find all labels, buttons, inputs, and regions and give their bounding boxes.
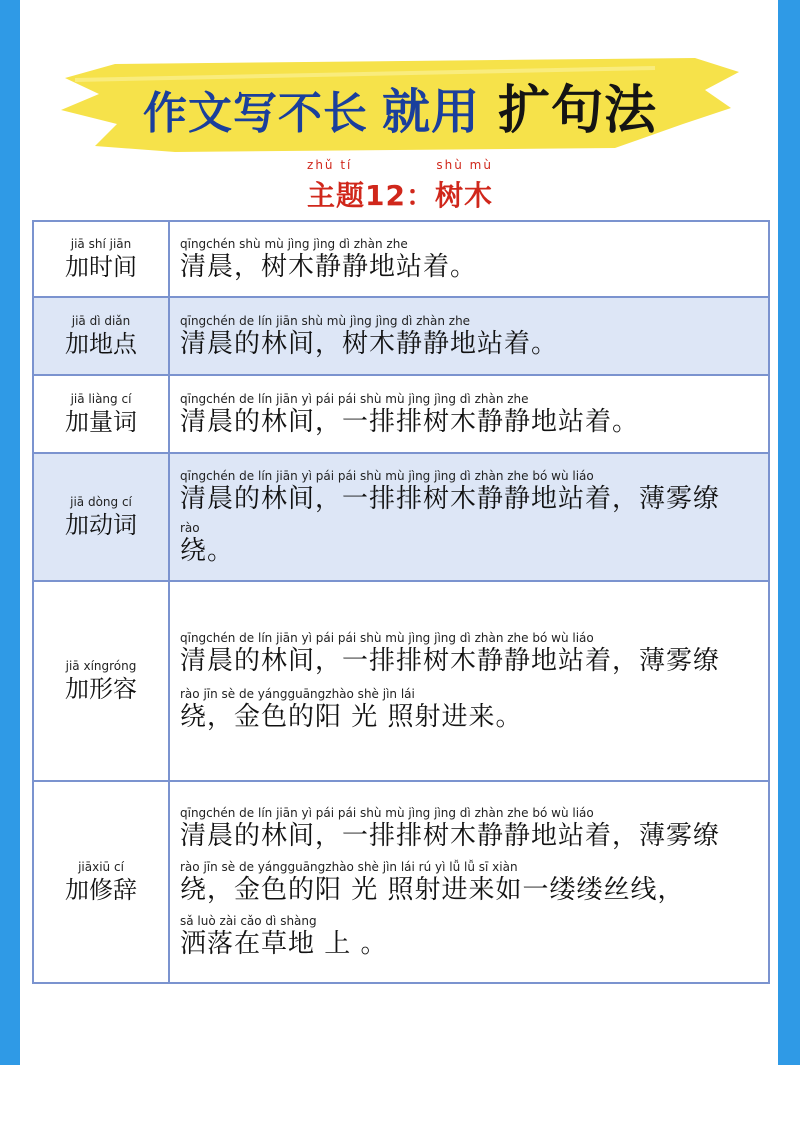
text-line — [180, 468, 768, 514]
row-label: 加形容 — [65, 674, 137, 703]
subtitle-text: 主题12：树木 — [307, 179, 493, 212]
title-part-2: 就用 — [381, 84, 480, 140]
line-text: 清晨的林间，树木静静地站着。 — [180, 329, 559, 359]
line-text: 洒落在草地 上 。 — [180, 929, 388, 959]
row-label-cell — [33, 297, 169, 375]
line-pinyin: qīngchén shù mù jìng jìng dì zhàn zhe — [180, 237, 408, 251]
text-line — [180, 391, 768, 437]
text-line — [180, 913, 768, 959]
table-row — [33, 375, 769, 453]
row-label-cell — [33, 375, 169, 453]
row-label-pinyin: jiāxiū cí — [78, 859, 124, 874]
line-text: 清晨的林间，一排排树木静静地站着，薄雾缭 — [180, 646, 721, 676]
line-pinyin: rào jīn sè de yángguāngzhào shè jìn lái — [180, 687, 415, 701]
row-content-cell — [169, 581, 769, 781]
text-line — [180, 520, 768, 566]
row-label-pinyin: jiā shí jiān — [70, 236, 132, 251]
line-pinyin: qīngchén de lín jiān shù mù jìng jìng dì zhàn zhe — [180, 314, 471, 328]
title-banner — [55, 50, 745, 160]
subtitle-block — [0, 158, 800, 214]
text-line — [180, 859, 768, 905]
text-line — [180, 686, 768, 732]
text-line — [180, 313, 768, 359]
line-text: 清晨的林间，一排排树木静静地站着，薄雾缭 — [180, 484, 721, 514]
row-label: 加地点 — [65, 329, 137, 358]
line-text: 清晨的林间，一排排树木静静地站着。 — [180, 407, 640, 437]
table-row — [33, 297, 769, 375]
title-part-3: 扩句法 — [498, 81, 658, 141]
row-content-cell — [169, 221, 769, 297]
line-pinyin: rào — [180, 521, 200, 535]
line-pinyin: rào jīn sè de yángguāngzhào shè jìn lái rú yì lǚ lǚ sī xiàn — [180, 860, 518, 874]
line-pinyin: qīngchén de lín jiān yì pái pái shù mù jìng jìng dì zhàn zhe — [180, 392, 529, 406]
expansion-table — [32, 220, 770, 984]
row-label: 加时间 — [65, 252, 137, 281]
subtitle-pinyin-2: shù mù — [436, 158, 493, 172]
row-content-cell — [169, 453, 769, 581]
row-label-cell — [33, 221, 169, 297]
title-part-1: 作文写不长 — [142, 88, 368, 139]
line-text: 绕，金色的阳 光 照射进来。 — [180, 702, 523, 732]
row-label-cell — [33, 581, 169, 781]
text-line — [180, 236, 768, 282]
row-label: 加修辞 — [65, 875, 137, 904]
page-title — [55, 68, 745, 143]
row-label: 加动词 — [65, 510, 137, 539]
row-label-pinyin: jiā dòng cí — [70, 494, 132, 509]
row-content-cell — [169, 297, 769, 375]
row-label-cell — [33, 781, 169, 983]
line-text: 清晨，树木静静地站着。 — [180, 252, 478, 282]
bottom-margin — [0, 1065, 800, 1132]
table-row — [33, 453, 769, 581]
text-line — [180, 805, 768, 851]
line-text: 绕。 — [180, 536, 235, 566]
subtitle-pinyin — [0, 158, 800, 174]
line-text: 清晨的林间，一排排树木静静地站着，薄雾缭 — [180, 821, 721, 851]
line-pinyin: qīngchén de lín jiān yì pái pái shù mù jìng jìng dì zhàn zhe bó wù liáo — [180, 469, 594, 483]
row-label-pinyin: jiā xíngróng — [65, 658, 137, 673]
text-line — [180, 630, 768, 676]
row-label-cell — [33, 453, 169, 581]
line-text: 绕，金色的阳 光 照射进来如一缕缕丝线， — [180, 875, 685, 905]
row-label: 加量词 — [65, 407, 137, 436]
row-label-pinyin: jiā dì diǎn — [71, 313, 131, 328]
table-row — [33, 581, 769, 781]
line-pinyin: qīngchén de lín jiān yì pái pái shù mù jìng jìng dì zhàn zhe bó wù liáo — [180, 631, 594, 645]
line-pinyin: sǎ luò zài cǎo dì shàng — [180, 914, 317, 928]
row-label-pinyin: jiā liàng cí — [70, 391, 132, 406]
table-row — [33, 221, 769, 297]
line-pinyin: qīngchén de lín jiān yì pái pái shù mù jìng jìng dì zhàn zhe bó wù liáo — [180, 806, 594, 820]
row-content-cell — [169, 375, 769, 453]
table-row — [33, 781, 769, 983]
row-content-cell — [169, 781, 769, 983]
subtitle-pinyin-1: zhǔ tí — [307, 158, 353, 172]
